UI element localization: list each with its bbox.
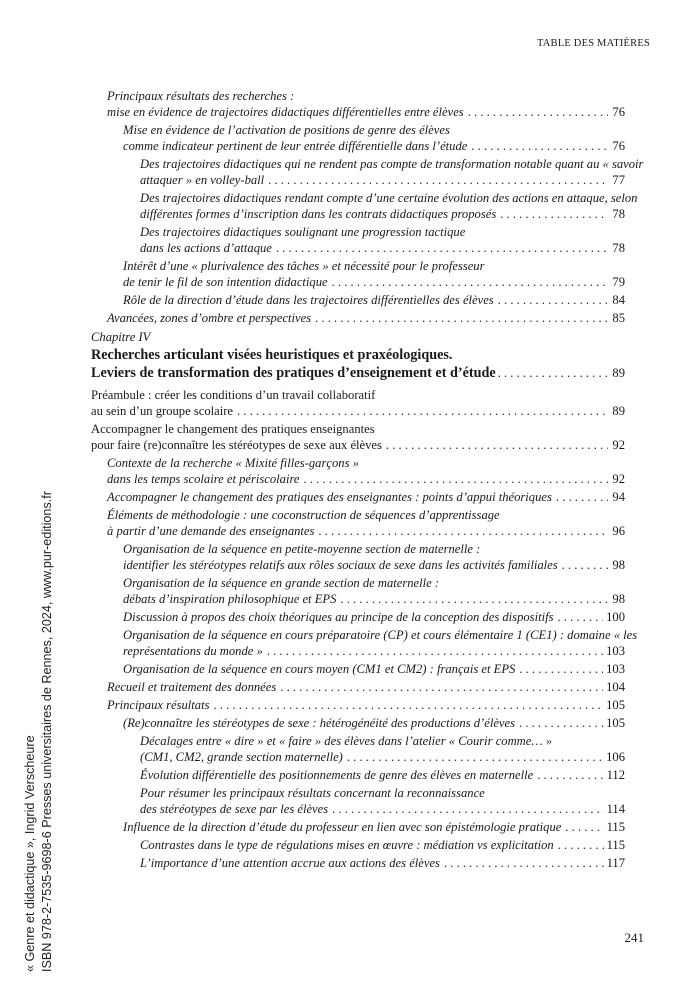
toc-entry-text: comme indicateur pertinent de leur entrée différentielle dans l’étude	[123, 139, 468, 153]
toc-entry-text: dans les actions d’attaque	[140, 241, 272, 255]
toc-entry[interactable]	[123, 661, 625, 677]
toc-page-number: 76	[612, 105, 625, 119]
toc-entry-text: Organisation de la séquence en cours moyen (CM1 et CM2) : français et EPS	[123, 662, 516, 676]
toc-page-number: 100	[606, 610, 625, 624]
toc-entry-text: Discussion à propos des choix théoriques au principe de la conception des dispositifs	[123, 610, 554, 624]
toc-page-number: 89	[612, 404, 625, 418]
dot-leader	[519, 661, 603, 677]
toc-entry-text: Rôle de la direction d’étude dans les trajectoires différentielles des élèves	[123, 293, 494, 307]
dot-leader	[304, 471, 609, 487]
toc-page-number: 94	[612, 490, 625, 504]
toc-entry-text: L’importance d’une attention accrue aux actions des élèves	[140, 856, 440, 870]
toc-page-number: 105	[606, 716, 625, 730]
toc-entry[interactable]	[107, 679, 625, 695]
toc-entry-text: différentes formes d’inscription dans les contrats didactiques proposés	[140, 207, 497, 221]
toc-entry-text: (Re)connaître les stéréotypes de sexe : hétérogénéité des productions d’élèves	[123, 716, 516, 730]
dot-leader	[268, 172, 608, 188]
toc-page-number: 98	[612, 558, 625, 572]
toc-page-number: 96	[612, 524, 625, 538]
toc-entry-text: Intérêt d’une « plurivalence des tâches » et nécessité pour le professeur	[123, 259, 485, 273]
toc-page-number: 117	[606, 856, 625, 870]
toc-entry-text: Organisation de la séquence en cours préparatoire (CP) et cours élémentaire 1 (CE1) : domaine « les	[123, 628, 638, 642]
dot-leader	[500, 206, 608, 222]
toc-page-number: 114	[606, 802, 625, 816]
toc-page-number: 112	[606, 768, 625, 782]
toc-entry-text: identifier les stéréotypes relatifs aux rôles sociaux de sexe dans les activités familiales	[123, 558, 558, 572]
toc-entry[interactable]	[91, 421, 625, 453]
dot-leader	[498, 292, 608, 308]
toc-entry[interactable]	[123, 609, 625, 625]
side-credit-line-1: « Genre et didactique », Ingrid Verscheure	[23, 735, 37, 972]
dot-leader	[468, 104, 608, 120]
toc-entry[interactable]	[107, 455, 625, 487]
toc-page-number: 76	[612, 139, 625, 153]
toc-entry-text: Accompagner le changement des pratiques enseignantes	[91, 422, 375, 436]
toc-entry-text: à partir d’une demande des enseignantes	[107, 524, 315, 538]
chapter-page-number: 89	[612, 366, 625, 380]
toc-page-number: 105	[606, 698, 625, 712]
toc-entry-text: Contrastes dans le type de régulations mises en œuvre : médiation vs explicitation	[140, 838, 554, 852]
toc-entry-text: de tenir le fil de son intention didactique	[123, 275, 328, 289]
toc-entry-text: Préambule : créer les conditions d’un travail collaboratif	[91, 388, 376, 402]
dot-leader	[276, 240, 608, 256]
dot-leader	[498, 364, 610, 382]
dot-leader	[340, 591, 608, 607]
side-credit	[22, 491, 56, 972]
toc-entry[interactable]	[123, 575, 625, 607]
toc-entry-text: Des trajectoires didactiques soulignant une progression tactique	[140, 225, 466, 239]
dot-leader	[537, 767, 603, 783]
toc-entry[interactable]	[123, 292, 625, 308]
dot-leader	[386, 437, 608, 453]
toc-page-number: 103	[606, 662, 625, 676]
toc-page-number: 78	[612, 207, 625, 221]
toc-entry-text: représentations du monde »	[123, 644, 263, 658]
toc-entry[interactable]	[123, 715, 625, 731]
dot-leader	[562, 557, 608, 573]
toc-entry[interactable]	[91, 387, 625, 419]
toc-entry-text: Organisation de la séquence en petite-moyenne section de maternelle :	[123, 542, 481, 556]
toc-entry-text: des stéréotypes de sexe par les élèves	[140, 802, 329, 816]
dot-leader	[558, 837, 604, 853]
dot-leader	[471, 138, 608, 154]
dot-leader	[267, 643, 603, 659]
dot-leader	[556, 489, 608, 505]
dot-leader	[557, 609, 603, 625]
toc-page-number: 115	[606, 838, 625, 852]
toc-page-number: 84	[612, 293, 625, 307]
toc-page-number: 104	[606, 680, 625, 694]
toc-entry[interactable]	[123, 819, 625, 835]
dot-leader	[332, 274, 608, 290]
toc-entry[interactable]	[140, 767, 625, 783]
toc-entry-text: Contexte de la recherche « Mixité filles-garçons »	[107, 456, 359, 470]
toc-entry[interactable]	[140, 785, 625, 817]
toc-entry-text: Avancées, zones d’ombre et perspectives	[107, 311, 312, 325]
dot-leader	[332, 801, 603, 817]
toc-entry-text: Pour résumer les principaux résultats concernant la reconnaissance	[140, 786, 485, 800]
toc-page-number: 92	[612, 438, 625, 452]
toc-entry[interactable]	[107, 88, 625, 120]
chapter-title-line-1: Recherches articulant visées heuristiques et praxéologiques.	[91, 347, 453, 363]
dot-leader	[347, 749, 603, 765]
toc-page-number: 79	[612, 275, 625, 289]
toc-entry[interactable]	[107, 310, 625, 326]
toc-entry[interactable]	[107, 507, 625, 539]
toc-entry-text: Des trajectoires didactiques rendant compte d’une certaine évolution des actions en attaque, selon	[140, 191, 638, 205]
chapter-title[interactable]	[91, 346, 625, 382]
toc-page-number: 103	[606, 644, 625, 658]
dot-leader	[237, 403, 608, 419]
toc-entry-text: Éléments de méthodologie : une coconstruction de séquences d’apprentissage	[107, 508, 500, 522]
toc-entry[interactable]	[140, 837, 625, 853]
running-head: TABLE DES MATIÈRES	[536, 38, 650, 49]
toc-entry[interactable]	[107, 489, 625, 505]
toc-entry-text: Principaux résultats	[107, 698, 210, 712]
toc-entry[interactable]	[140, 733, 625, 765]
dot-leader	[519, 715, 603, 731]
dot-leader	[280, 679, 603, 695]
dot-leader	[214, 697, 604, 713]
toc-entry-text: débats d’inspiration philosophique et EPS	[123, 592, 337, 606]
dot-leader	[318, 523, 608, 539]
page-number: 241	[624, 930, 644, 945]
toc-entry[interactable]	[140, 224, 625, 256]
toc-page-number: 106	[606, 750, 625, 764]
toc-entry[interactable]	[123, 258, 625, 290]
toc-entry[interactable]	[140, 156, 644, 188]
toc-entry[interactable]	[140, 190, 638, 222]
toc-entry-text: Mise en évidence de l’activation de positions de genre des élèves	[123, 123, 450, 137]
toc-entry-text: Des trajectoires didactiques qui ne rendent pas compte de transformation notable quant au « savoir	[140, 157, 644, 171]
toc-entry-text: dans les temps scolaire et périscolaire	[107, 472, 300, 486]
dot-leader	[315, 310, 608, 326]
toc-page-number: 78	[612, 241, 625, 255]
toc-page-number: 98	[612, 592, 625, 606]
toc-entry-text: au sein d’un groupe scolaire	[91, 404, 233, 418]
toc-entry-text: attaquer » en volley-ball	[140, 173, 265, 187]
chapter-title-line-2: Leviers de transformation des pratiques d’enseignement et d’étude	[91, 365, 496, 381]
toc-page-number: 115	[606, 820, 625, 834]
toc-entry-text: Décalages entre « dire » et « faire » des élèves dans l’atelier « Courir comme… »	[140, 734, 553, 748]
toc-page-number: 92	[612, 472, 625, 486]
toc-entry-text: Évolution différentielle des positionnements de genre des élèves en maternelle	[140, 768, 534, 782]
toc-entry-text: Principaux résultats des recherches :	[107, 89, 295, 103]
toc-entry[interactable]	[123, 627, 638, 659]
dot-leader	[565, 819, 603, 835]
side-credit-line-2: ISBN 978-2-7535-9698-6 Presses universitaires de Rennes, 2024, www.pur-editions.fr	[40, 491, 54, 972]
toc-entry[interactable]	[140, 855, 625, 871]
chapter-label: Chapitre IV	[91, 330, 151, 344]
toc-entry-text: Accompagner le changement des pratiques des enseignantes : points d’appui théoriques	[107, 490, 552, 504]
toc-entry-text: (CM1, CM2, grande section maternelle)	[140, 750, 343, 764]
toc-entry-text: Recueil et traitement des données	[107, 680, 277, 694]
toc-entry-text: Influence de la direction d’étude du professeur en lien avec son épistémologie pratique	[123, 820, 562, 834]
toc-entry[interactable]	[107, 697, 625, 713]
toc-page-number: 77	[612, 173, 625, 187]
dot-leader	[444, 855, 604, 871]
toc-entry[interactable]	[123, 122, 625, 154]
toc-entry-text: pour faire (re)connaître les stéréotypes de sexe aux élèves	[91, 438, 382, 452]
toc-entry-text: Organisation de la séquence en grande section de maternelle :	[123, 576, 440, 590]
toc-entry-text: mise en évidence de trajectoires didactiques différentielles entre élèves	[107, 105, 464, 119]
toc-page-number: 85	[612, 311, 625, 325]
toc-entry[interactable]	[123, 541, 625, 573]
